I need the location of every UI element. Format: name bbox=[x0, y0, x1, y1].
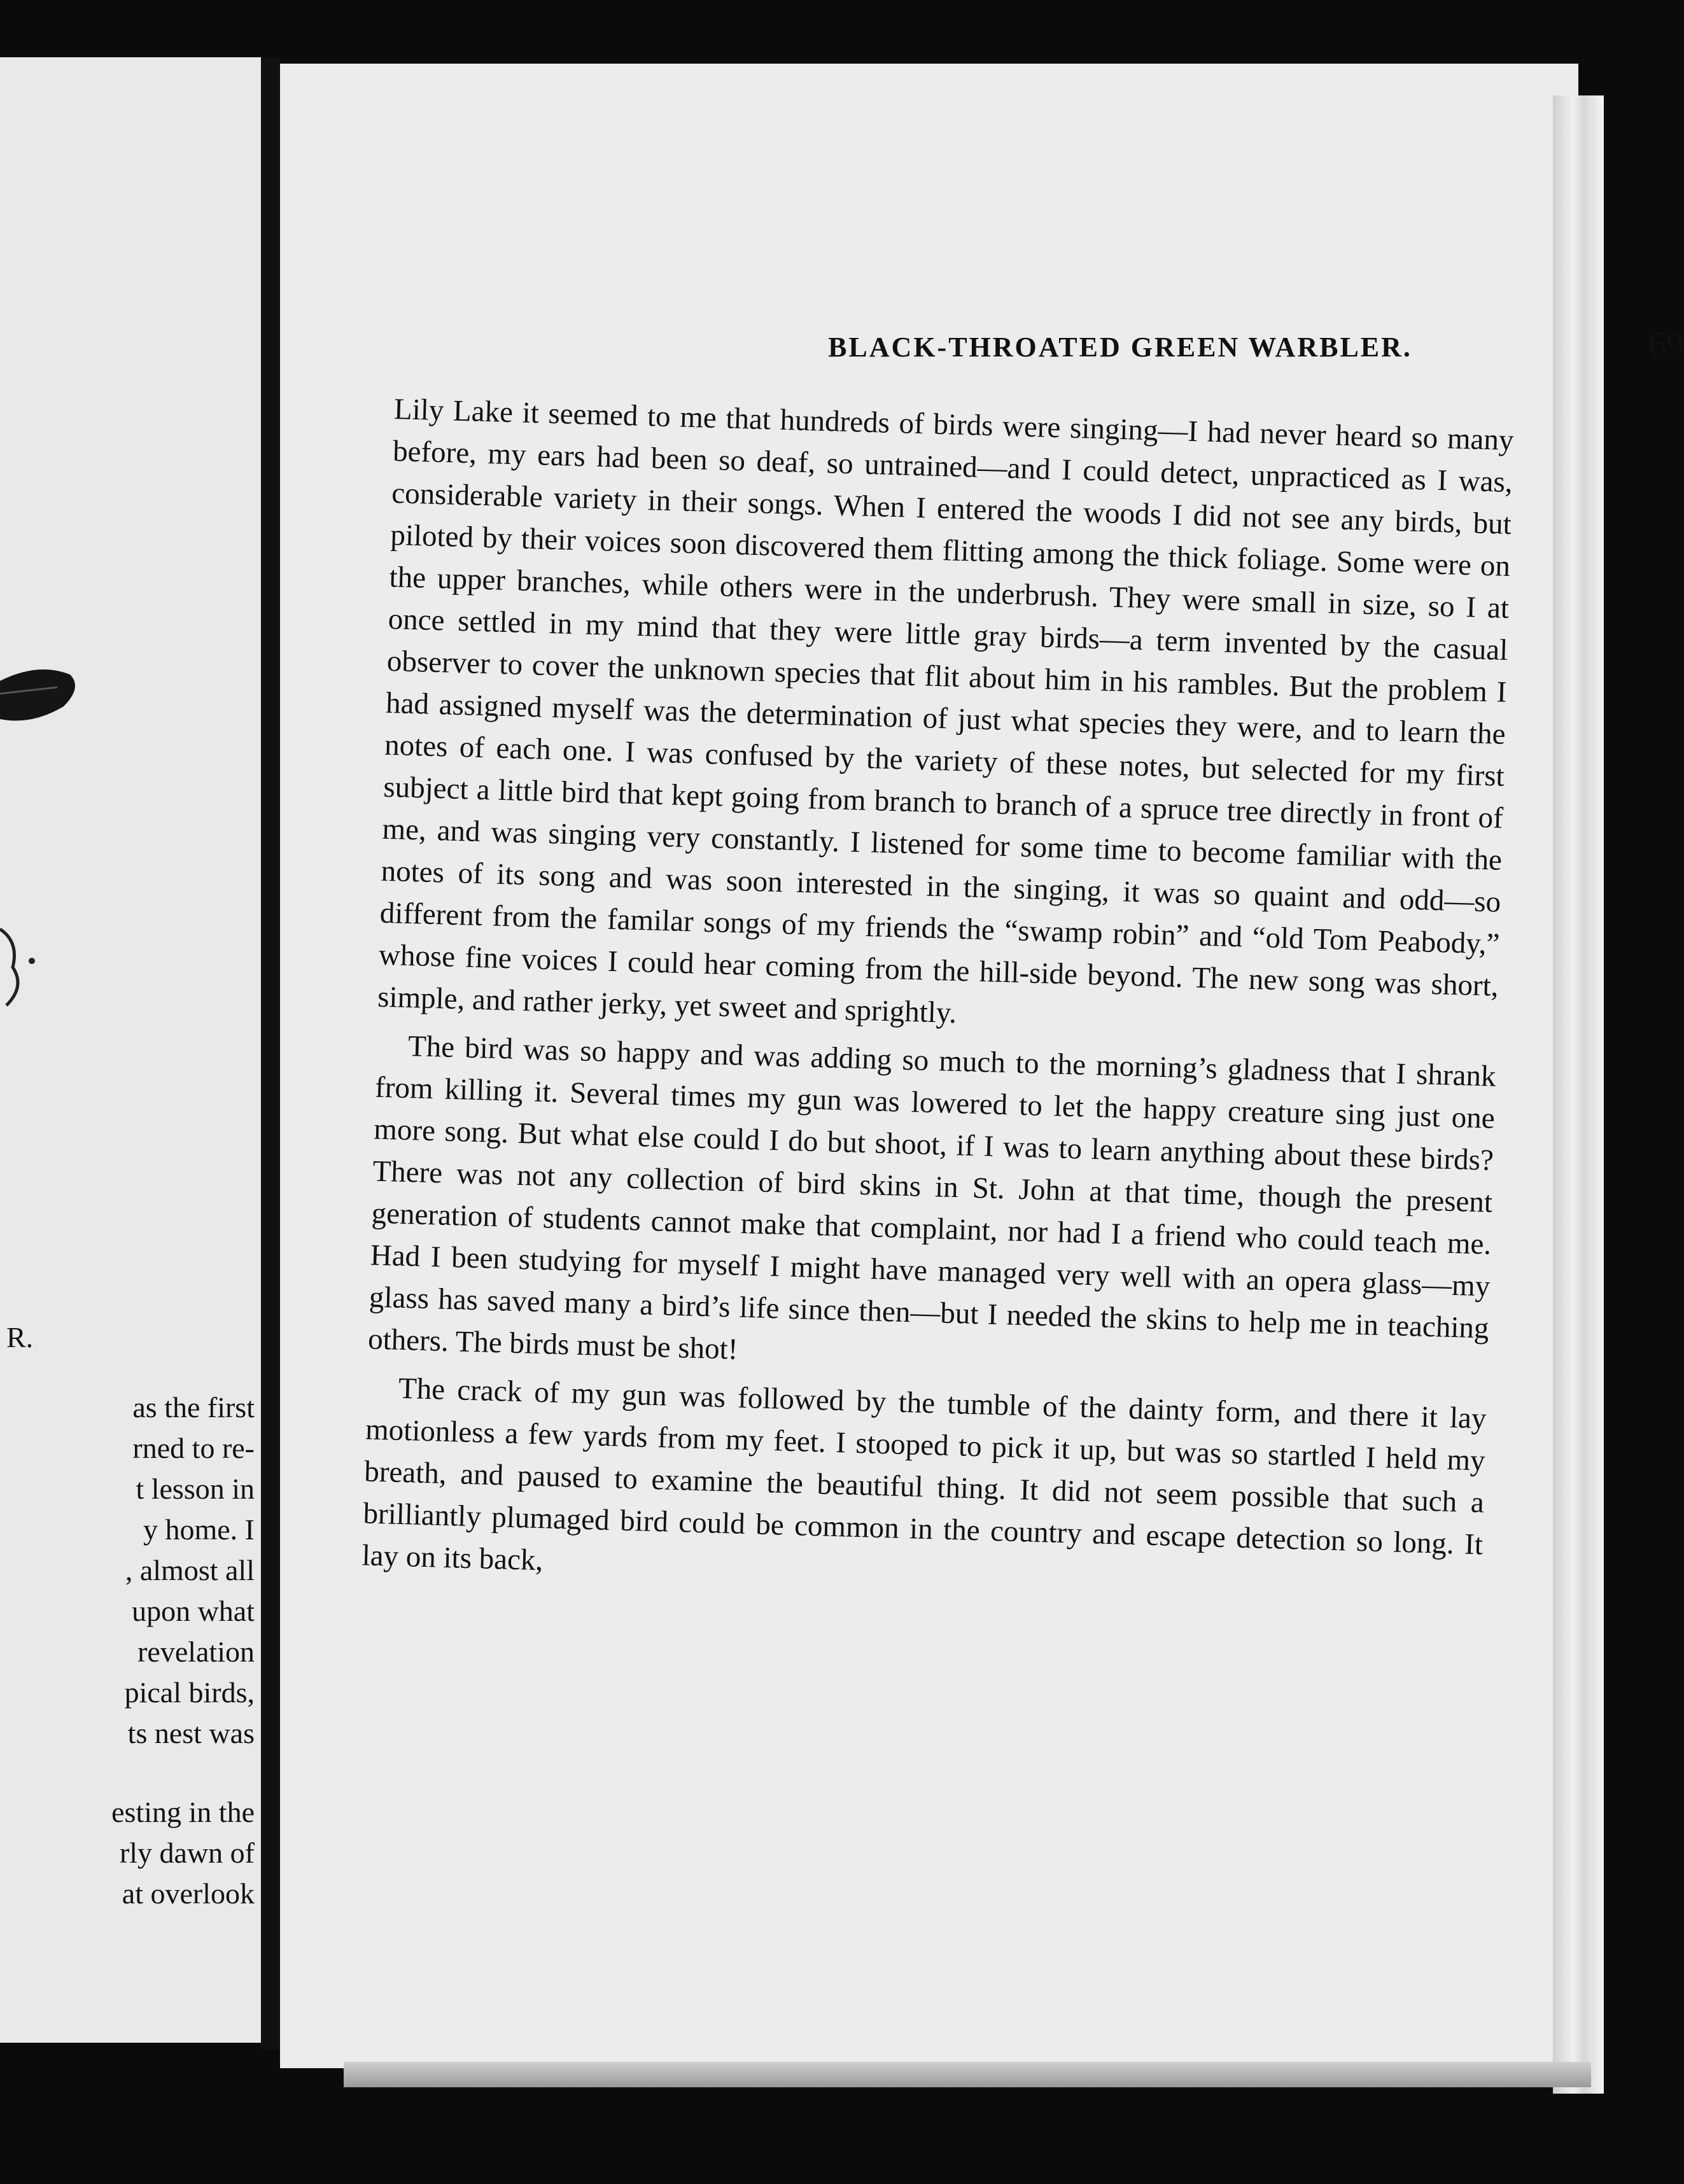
left-page-line: pical birds, bbox=[124, 1676, 255, 1709]
paragraph: The crack of my gun was followed by the tumble of the dainty form, and there it lay motionless a few yards from my feet. I stooped to pick it up, but was so startled I held my breath, and paused to examine the beautiful thing. It did not seem possible that such a brilliantly plumaged bird could be common in the country and escape detection so long. It lay on its back, bbox=[361, 1371, 1487, 1578]
left-page-line: ts nest was bbox=[127, 1717, 255, 1749]
left-page-line: upon what bbox=[132, 1595, 255, 1627]
left-page-line: , almost all bbox=[125, 1554, 255, 1586]
running-head: BLACK-THROATED GREEN WARBLER. bbox=[828, 332, 1412, 363]
left-page-line: t lesson in bbox=[136, 1473, 255, 1505]
left-page-line: revelation bbox=[137, 1635, 255, 1668]
left-page-heading-fragment: R. bbox=[6, 1321, 34, 1354]
page-edges bbox=[1553, 95, 1604, 2094]
left-page-line: at overlook bbox=[122, 1877, 255, 1910]
left-page-line: rned to re- bbox=[132, 1432, 255, 1464]
left-page bbox=[0, 57, 261, 2043]
left-page-line: esting in the bbox=[111, 1796, 255, 1828]
right-page bbox=[280, 64, 1684, 2068]
page-number: 69 bbox=[1648, 325, 1684, 365]
left-page-text-fragments bbox=[0, 1321, 255, 1914]
left-page-line: rly dawn of bbox=[119, 1837, 255, 1869]
left-page-line: y home. I bbox=[143, 1513, 255, 1546]
paragraph: The bird was so happy and was adding so much to the morning’s gladness that I shrank from killing it. Several times my gun was lowered to let the happy creature sing just one more song. But what else could I do but shoot, if I was to learn anything about these birds? There was not any collection of bird skins in St. John at that time, though the present generation of students cannot make that complaint, nor had I a friend who could teach me. Had I been studying for myself I might have managed very well with an opera glass—my glass has saved many a bird’s life since then—but I needed the skins to help me in teaching others. The birds must be shot! bbox=[367, 1030, 1497, 1366]
left-page-line: as the first bbox=[132, 1391, 255, 1424]
page-body bbox=[361, 388, 1515, 1614]
paragraph: Lily Lake it seemed to me that hundreds of birds were singing—I had never heard so many before, my ears had been so deaf, so untrained—and I could detect, unpracticed as I was, considerable variety in their songs. When I entered the woods I did not see any birds, but piloted by their voices soon discovered them flitting among the thick foliage. Some were on the upper branches, while others were in the underbrush. They were small in size, so I at once settled in my mind that they were little gray birds—a term invented by the casual observer to cover the unknown species that flit about him in his rambles. But the problem I had assigned myself was the determination of just what species they were, and to learn the notes of each one. I was confused by the variety of these notes, but selected for my first subject a little bird that kept going from branch to branch of a spruce tree directly in front of me, and was singing very constantly. I listened for some time to become familiar with the notes of its song and was soon interested in the singing, it was so quaint and odd—so different from the familar songs of my friends the “swamp robin” and “old Tom Peabody,” whose fine voices I could hear coming from the hill-side beyond. The new song was short, simple, and rather jerky, yet sweet and sprightly. bbox=[377, 392, 1515, 1030]
bird-illustration-fragment bbox=[0, 655, 89, 745]
illustration-detail-fragment bbox=[0, 916, 45, 1012]
book-bottom-edge bbox=[344, 2062, 1591, 2087]
book-gutter bbox=[261, 57, 280, 2049]
